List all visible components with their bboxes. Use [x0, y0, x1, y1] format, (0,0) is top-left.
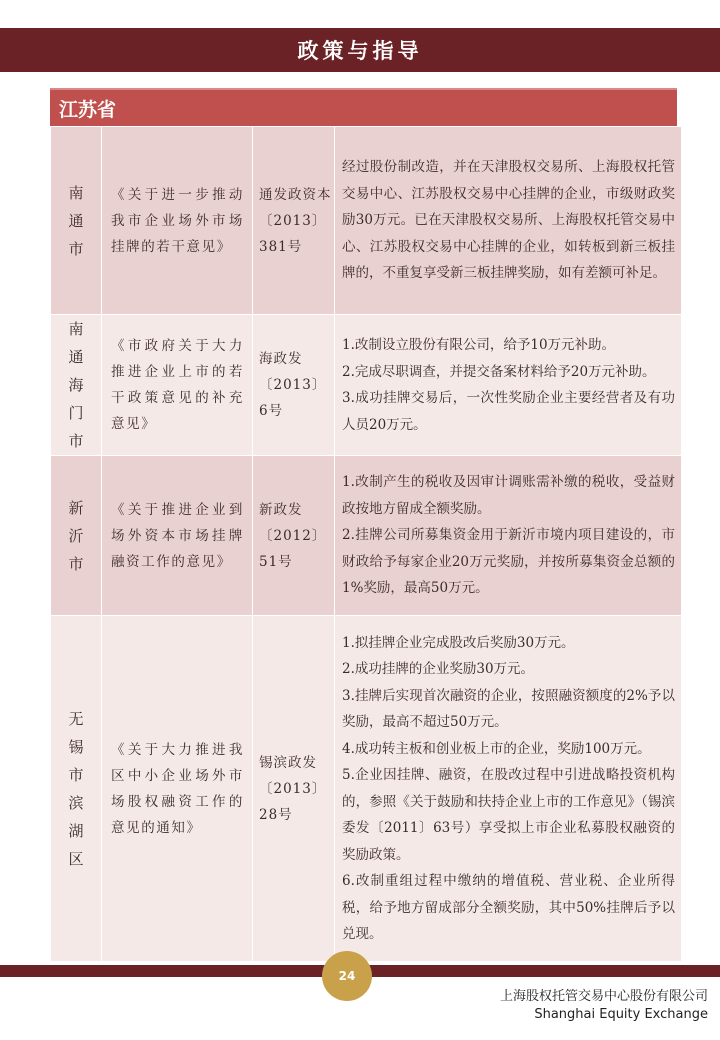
table-row [51, 127, 682, 315]
province-label: 江苏省 [59, 98, 117, 121]
company-name-en: Shanghai Equity Exchange [534, 1007, 708, 1022]
content-line: 5.企业因挂牌、融资，在股改过程中引进战略投资机构的，参照《关于鼓励和扶持企业上市的工作意见》（锡滨委发〔2011〕63号）享受拟上市企业私募股权融资的奖励政策。 [342, 767, 675, 863]
document-cell [102, 616, 253, 962]
content-line: 1.改制设立股份有限公司，给予10万元补助。 [342, 337, 616, 353]
document-number: 海政发〔2013〕6号 [259, 351, 327, 419]
content-line: 3.挂牌后实现首次融资的企业，按照融资额度的2%予以奖励，最高不超过50万元。 [342, 687, 675, 730]
number-cell [253, 616, 335, 962]
document-title: 《关于进一步推动我市企业场外市场挂牌的若干意见》 [111, 186, 244, 255]
table-row [51, 616, 682, 962]
content-line: 1.拟挂牌企业完成股改后奖励30万元。 [342, 634, 575, 651]
table-row [51, 456, 682, 616]
page-number-badge [322, 951, 372, 1001]
document-cell [102, 315, 253, 456]
city-cell [51, 456, 102, 616]
province-header [50, 88, 677, 126]
document-title: 《关于推进企业到场外资本市场挂牌融资工作的意见》 [111, 501, 244, 570]
content-line: 6.改制重组过程中缴纳的增值税、营业税、企业所得税，给予地方留成部分全额奖励，其中50%挂牌后予以兑现。 [342, 873, 675, 942]
document-number: 通发政资本〔2013〕381号 [259, 186, 332, 255]
content-line: 3.成功挂牌交易后，一次性奖励企业主要经营者及有功人员20万元。 [342, 390, 675, 433]
city-cell [51, 616, 102, 962]
footer-company [500, 988, 708, 1024]
company-name-cn: 上海股权托管交易中心股份有限公司 [499, 989, 708, 1004]
page-number: 24 [338, 969, 356, 983]
content-line: 4.成功转主板和创业板上市的企业，奖励100万元。 [342, 740, 651, 757]
document-cell [102, 127, 253, 315]
content-line: 2.挂牌公司所募集资金用于新沂市境内项目建设的，市财政给予每家企业20万元奖励，并按所募集资金总额的1%奖励，最高50万元。 [342, 527, 675, 597]
content-cell [335, 616, 682, 962]
city-name: 南通海门市 [68, 320, 84, 450]
header-band [0, 28, 720, 72]
content-cell [335, 315, 682, 456]
document-title: 《市政府关于大力推进企业上市的若干政策意见的补充意见》 [111, 338, 244, 432]
document-title: 《关于大力推进我区中小企业场外市场股权融资工作的意见的通知》 [111, 741, 244, 836]
city-cell [51, 315, 102, 456]
city-cell [51, 127, 102, 315]
policy-table [50, 126, 682, 962]
table-row [51, 315, 682, 456]
page-title: 政策与指导 [297, 38, 423, 63]
content-line: 2.完成尽职调查，并提交备案材料给予20万元补助。 [342, 363, 656, 380]
number-cell [253, 456, 335, 616]
content-cell [335, 456, 682, 616]
document-number: 锡滨政发〔2013〕28号 [259, 754, 327, 823]
document-cell [102, 456, 253, 616]
content-line: 2.成功挂牌的企业奖励30万元。 [342, 661, 535, 677]
content-line: 经过股份制改造，并在天津股权交易所、上海股权托管交易中心、江苏股权交易中心挂牌的企业，市级财政奖励30万元。已在天津股权交易所、上海股权托管交易中心、江苏股权交易中心挂牌的企业，如转板到新三板挂牌的，不重复享受新三板挂牌奖励，如有差额可补足。 [342, 159, 675, 282]
content-line: 1.改制产生的税收及因审计调账需补缴的税收，受益财政按地方留成全额奖励。 [342, 474, 675, 517]
city-name: 新沂市 [68, 498, 84, 573]
document-number: 新政发〔2012〕51号 [259, 501, 327, 570]
city-name: 南通市 [68, 183, 84, 258]
city-name: 无锡市滨湖区 [68, 709, 84, 868]
number-cell [253, 127, 335, 315]
number-cell [253, 315, 335, 456]
content-cell [335, 127, 682, 315]
